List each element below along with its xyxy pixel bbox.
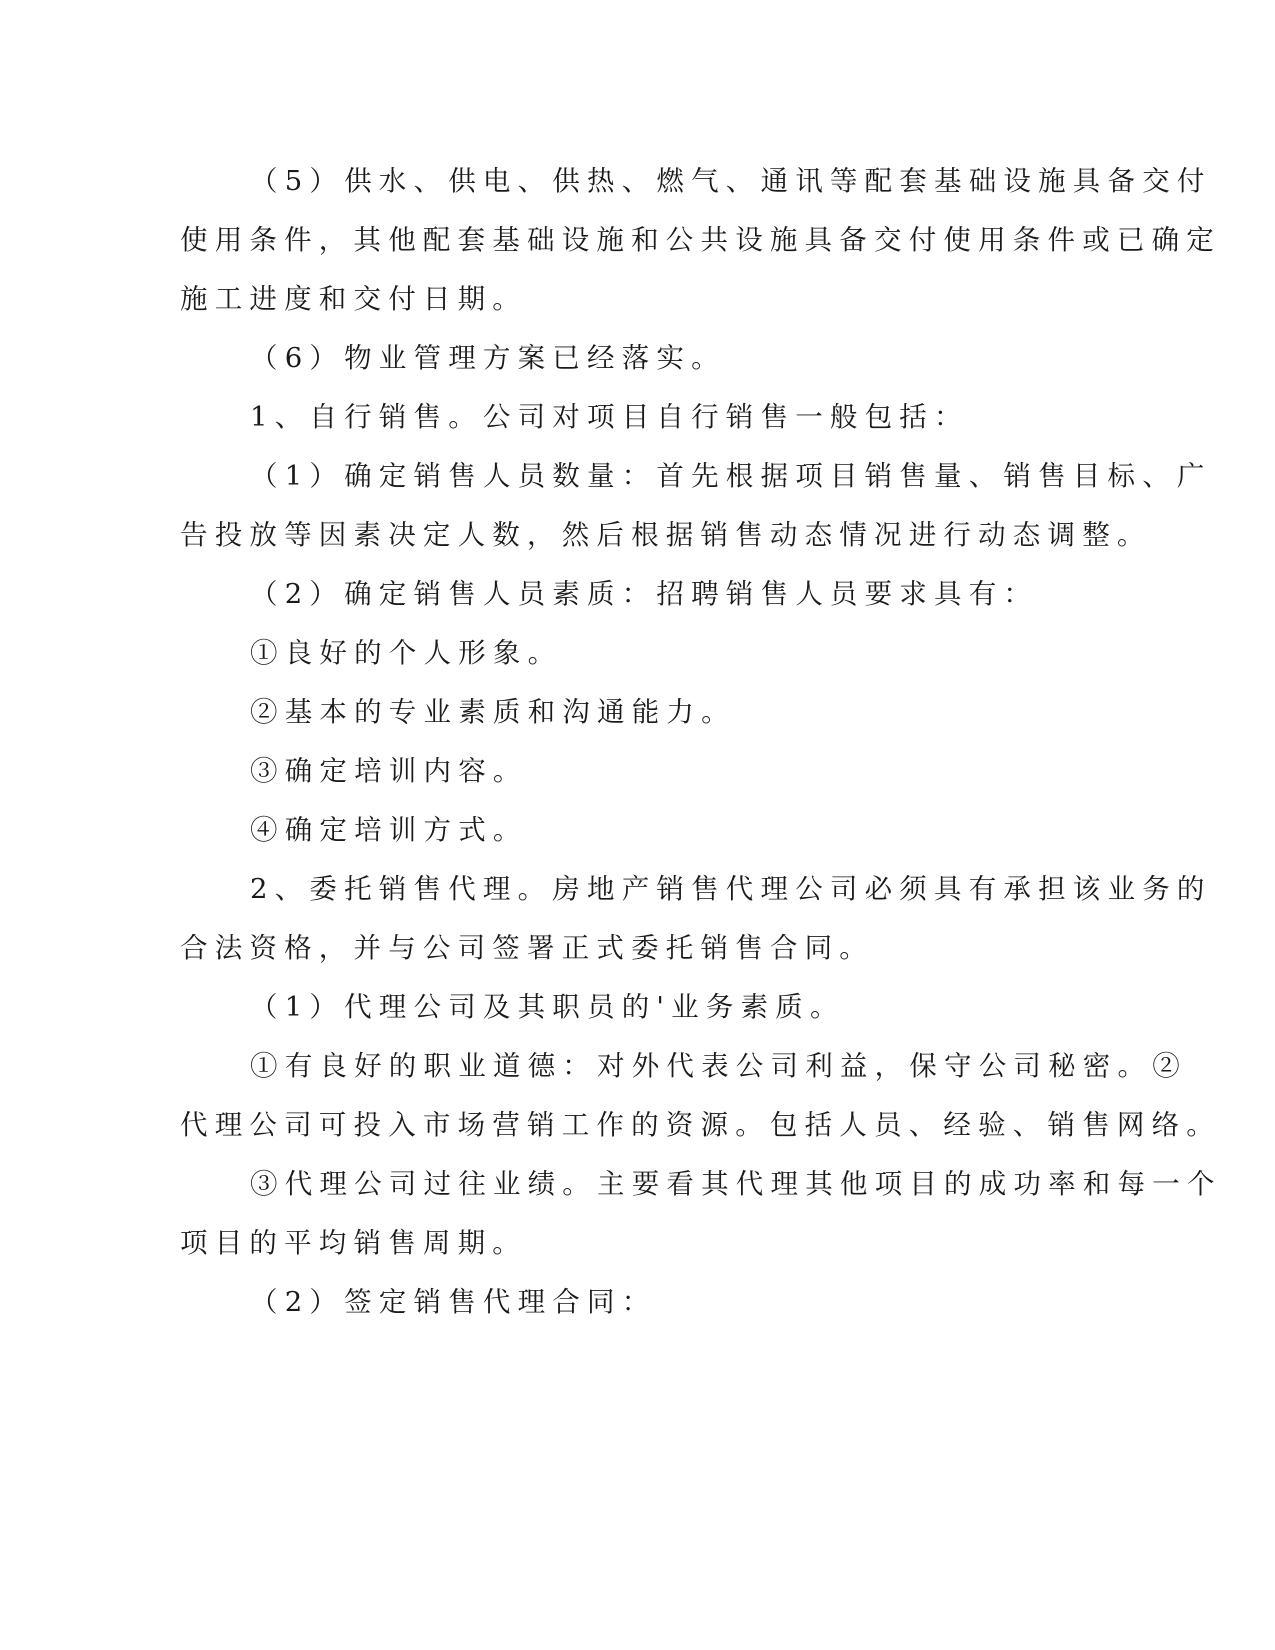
text-line: （1）确定销售人员数量：首先根据项目销售量、销售目标、广 xyxy=(250,460,1212,492)
text-line: （6）物业管理方案已经落实。 xyxy=(250,342,726,374)
text-line: ①良好的个人形象。 xyxy=(250,637,563,669)
text-line: 合法资格，并与公司签署正式委托销售合同。 xyxy=(180,932,874,964)
text-line: （2）确定销售人员素质：招聘销售人员要求具有： xyxy=(250,578,1039,610)
text-line: ①有良好的职业道德：对外代表公司利益，保守公司秘密。② xyxy=(250,1050,1187,1082)
text-line: 2、委托销售代理。房地产销售代理公司必须具有承担该业务的 xyxy=(250,873,1212,905)
text-line: ②基本的专业素质和沟通能力。 xyxy=(250,696,736,728)
text-line: ③确定培训内容。 xyxy=(250,755,528,787)
text-line: ③代理公司过往业绩。主要看其代理其他项目的成功率和每一个 xyxy=(250,1168,1222,1200)
text-line: 使用条件，其他配套基础设施和公共设施具备交付使用条件或已确定 xyxy=(180,224,1221,256)
text-line: ④确定培训方式。 xyxy=(250,814,528,846)
text-line: （1）代理公司及其职员的'业务素质。 xyxy=(250,991,845,1023)
text-line: （5）供水、供电、供热、燃气、通讯等配套基础设施具备交付 xyxy=(250,165,1212,197)
text-line: 1、自行销售。公司对项目自行销售一般包括： xyxy=(250,401,969,433)
text-line: 施工进度和交付日期。 xyxy=(180,283,527,315)
text-line: 代理公司可投入市场营销工作的资源。包括人员、经验、销售网络。 xyxy=(180,1109,1221,1141)
text-line: 项目的平均销售周期。 xyxy=(180,1227,527,1259)
text-line: （2）签定销售代理合同： xyxy=(250,1286,657,1318)
text-line: 告投放等因素决定人数，然后根据销售动态情况进行动态调整。 xyxy=(180,519,1152,551)
